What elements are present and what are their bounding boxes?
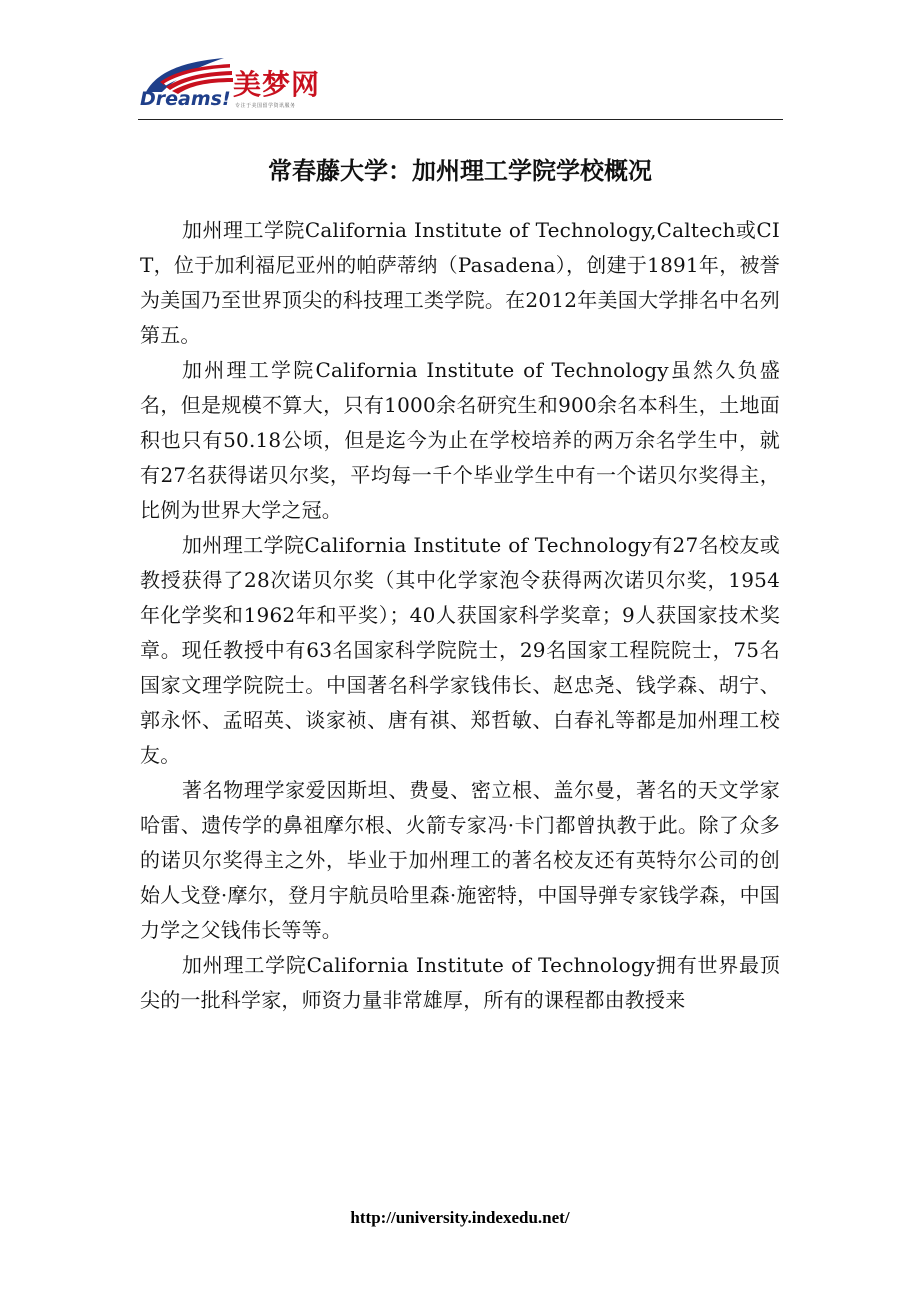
paragraph: 著名物理学家爱因斯坦、费曼、密立根、盖尔曼，著名的天文学家哈雷、遗传学的鼻祖摩尔根、火箭专家冯·卡门都曾执教于此。除了众多的诺贝尔奖得主之外，毕业于加州理工的著名校友还有英特尔公司的创始人戈登·摩尔，登月宇航员哈里森·施密特，中国导弹专家钱学森，中国力学之父钱伟长等等。 (140, 778, 780, 942)
header-divider (138, 119, 783, 120)
page-header (138, 52, 783, 120)
paragraph: 加州理工学院California Institute of Technology拥有世界最顶尖的一批科学家，师资力量非常雄厚，所有的课程都由教授来 (140, 953, 780, 1012)
paragraph: 加州理工学院California Institute of Technology,Caltech或CIT，位于加利福尼亚州的帕萨蒂纳（Pasadena），创建于1891年，被誉为美国乃至世界顶尖的科技理工类学院。在2012年美国大学排名中名列第五。 (140, 218, 780, 347)
logo-slogan: 专注于美国留学资讯服务 (235, 103, 296, 109)
article-body (140, 213, 780, 1018)
article-title: 常春藤大学：加州理工学院学校概况 (268, 157, 652, 186)
footer-url-link[interactable]: http://university.indexedu.net/ (350, 1208, 570, 1227)
logo-brand-cn: 美梦网 (233, 68, 321, 101)
logo-brand-en: Dreams! (140, 88, 231, 110)
paragraph: 加州理工学院California Institute of Technology虽然久负盛名，但是规模不算大，只有1000余名研究生和900余名本科生，土地面积也只有50.18公顷，但是迄今为止在学校培养的两万余名学生中，就有27名获得诺贝尔奖，平均每一千个毕业学生中有一个诺贝尔奖得主，比例为世界大学之冠。 (140, 358, 780, 522)
paragraph: 加州理工学院California Institute of Technology有27名校友或教授获得了28次诺贝尔奖（其中化学家泡令获得两次诺贝尔奖，1954年化学奖和1962年和平奖）；40人获国家科学奖章；9人获国家技术奖章。现任教授中有63名国家科学院院士，29名国家工程院院士，75名国家文理学院院士。中国著名科学家钱伟长、赵忠尧、钱学森、胡宁、郭永怀、孟昭英、谈家祯、唐有祺、郑哲敏、白春礼等都是加州理工校友。 (140, 533, 780, 767)
site-logo[interactable] (138, 52, 338, 118)
